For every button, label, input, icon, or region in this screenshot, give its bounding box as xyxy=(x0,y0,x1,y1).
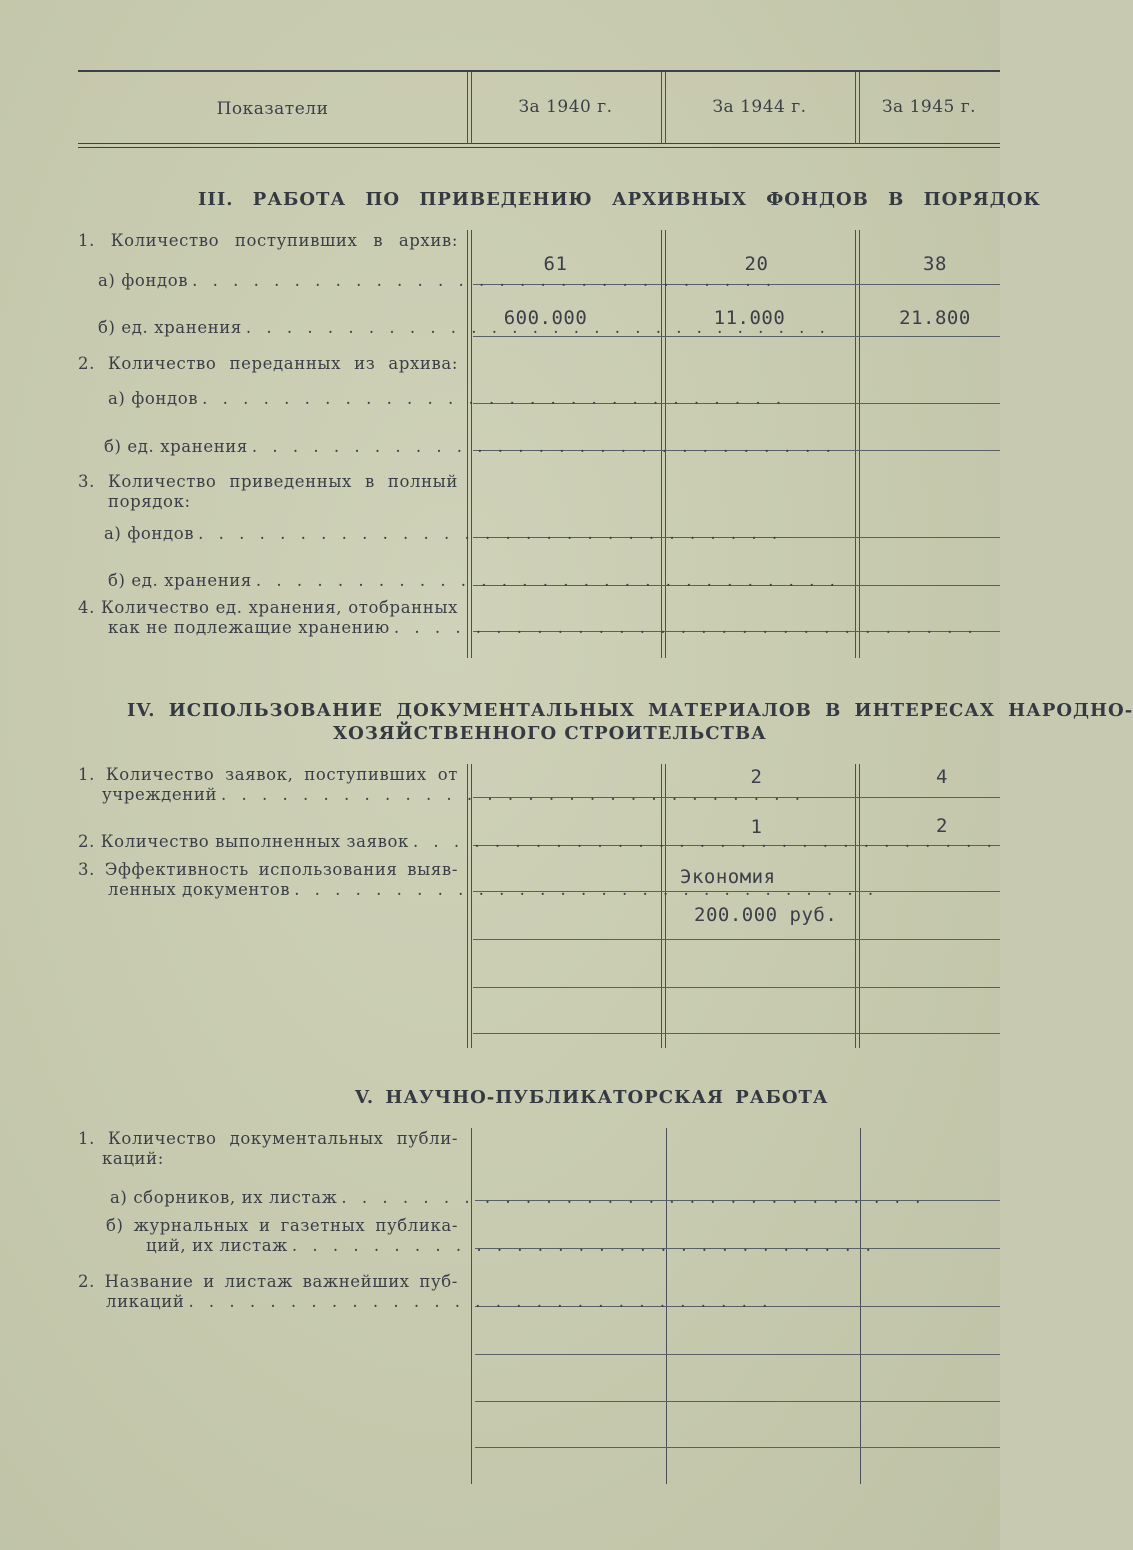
s5-item-1b xyxy=(78,1216,458,1256)
s3-item-2b-label: б) ед. хранения xyxy=(104,437,248,456)
s3-item-3a-label: а) фондов xyxy=(104,524,195,543)
section-4-title-line2: ХОЗЯЙСТВЕННОГО СТРОИТЕЛЬСТВА xyxy=(333,723,767,744)
s4-effect-1944-line1: Экономия xyxy=(680,866,776,888)
s5-rule xyxy=(475,1401,1000,1402)
s3-item-1-label: 1. Количество поступивших в архив: xyxy=(78,231,458,250)
s4-item-3-line2: ленных документов xyxy=(108,880,291,899)
header-1945: За 1945 г. xyxy=(881,97,977,117)
s4-item-1-line1: 1. Количество заявок, поступивших от xyxy=(78,765,458,784)
header-bottom-rule xyxy=(78,143,1000,148)
s5-item-1-line2: каций: xyxy=(102,1149,164,1168)
s4-divider-2 xyxy=(661,764,666,1048)
s3-funds-1945: 38 xyxy=(923,253,947,275)
s3-divider-3 xyxy=(855,230,860,658)
s3-item-4-line2: как не подлежащие хранению xyxy=(108,618,390,637)
s3-item-4 xyxy=(78,598,458,638)
s3-units-1945: 21.800 xyxy=(899,307,971,329)
s4-item-3-line1: 3. Эффективность использования выяв- xyxy=(78,860,458,879)
s3-units-1940: 600.000 xyxy=(503,307,588,329)
s5-item-2-line1: 2. Название и листаж важнейших пуб- xyxy=(78,1272,458,1291)
s4-item-2 xyxy=(78,832,458,852)
s5-item-1a-label: а) сборников, их листаж xyxy=(110,1188,338,1207)
s4-done-1945: 2 xyxy=(936,815,948,837)
s3-item-2a-label: а) фондов xyxy=(108,389,199,408)
s4-divider-1 xyxy=(467,764,472,1048)
s3-item-2 xyxy=(78,354,458,374)
header-1944: За 1944 г. xyxy=(712,97,807,117)
s3-item-3 xyxy=(78,472,458,512)
s3-item-3b xyxy=(78,571,458,591)
s3-item-3-line2: порядок: xyxy=(108,492,191,511)
s3-units-1944: 11.000 xyxy=(713,307,786,329)
s3-item-3b-label: б) ед. хранения xyxy=(108,571,252,590)
s4-item-1 xyxy=(78,765,458,805)
s5-item-1b-line1: б) журнальных и газетных публика- xyxy=(106,1216,458,1235)
s4-item-1-line2: учреждений xyxy=(102,785,218,804)
s4-item-3 xyxy=(78,860,458,900)
section-5-title: V. НАУЧНО-ПУБЛИКАТОРСКАЯ РАБОТА xyxy=(355,1087,829,1108)
s3-item-2-label: 2. Количество переданных из архива: xyxy=(78,354,458,373)
s5-item-1b-line2: ций, их листаж xyxy=(146,1236,288,1255)
s4-effect-1944-line2: 200.000 руб. xyxy=(694,904,838,926)
s3-item-4-line1: 4. Количество ед. хранения, отобранных xyxy=(78,598,458,617)
s4-rule xyxy=(473,939,1000,940)
s4-item-2-label: 2. Количество выполненных заявок xyxy=(78,832,409,851)
s3-item-1a xyxy=(78,271,458,291)
section-3-title: III. РАБОТА ПО ПРИВЕДЕНИЮ АРХИВНЫХ ФОНДОВ В ПОРЯДОК xyxy=(198,189,1041,210)
s3-funds-1944: 20 xyxy=(744,253,769,275)
s5-item-1a xyxy=(78,1188,458,1208)
s3-funds-1940: 61 xyxy=(543,253,568,275)
s4-received-1944: 2 xyxy=(750,766,763,788)
header-1940: За 1940 г. xyxy=(518,97,613,117)
s5-rule xyxy=(475,1447,1000,1448)
header-top-rule xyxy=(78,70,1000,72)
s4-rule xyxy=(473,1033,1000,1034)
s5-item-1 xyxy=(78,1129,458,1169)
s4-received-1945: 4 xyxy=(936,766,948,788)
s4-rule xyxy=(473,987,1000,988)
s5-item-1-line1: 1. Количество документальных публи- xyxy=(78,1129,458,1148)
s5-item-2-line2: ликаций xyxy=(106,1292,185,1311)
s3-item-1a-label: а) фондов xyxy=(98,271,189,290)
s5-item-2 xyxy=(78,1272,458,1312)
s3-item-3-line1: 3. Количество приведенных в полный xyxy=(78,472,458,491)
header-indicators: Показатели xyxy=(216,99,329,119)
s3-item-3a xyxy=(78,524,458,544)
s5-rule xyxy=(475,1354,1000,1355)
s3-item-2a xyxy=(78,389,458,409)
s3-item-1 xyxy=(78,231,458,251)
s4-done-1944: 1 xyxy=(750,816,763,838)
section-4-title-line1: IV. ИСПОЛЬЗОВАНИЕ ДОКУМЕНТАЛЬНЫХ МАТЕРИАЛОВ В ИНТЕРЕСАХ НАРОДНО- xyxy=(127,700,1133,721)
s3-item-1b xyxy=(78,318,458,338)
s3-item-1b-label: б) ед. хранения xyxy=(98,318,242,337)
s3-item-2b xyxy=(78,437,458,457)
s4-divider-3 xyxy=(855,764,860,1048)
